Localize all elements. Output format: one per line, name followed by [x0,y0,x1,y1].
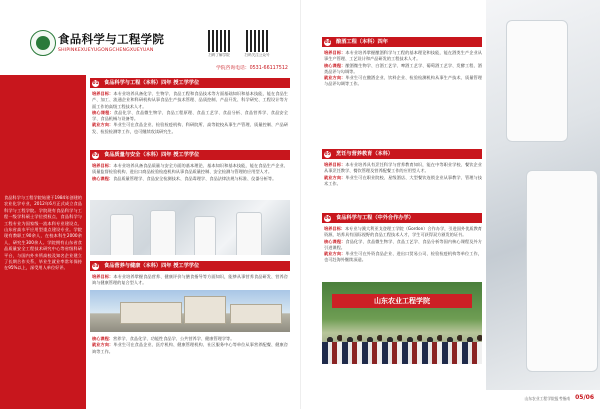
contact-phone: 学院咨询电话：0531-66117512 [216,66,288,71]
section-heading [90,261,290,271]
qr-code-icon [246,30,268,52]
section-title: 食品质量与安全（本科）四年 授工学学位 [104,152,200,158]
section-heading [90,78,290,88]
qr-code-icon [208,30,230,52]
lab-photo [90,200,290,255]
section-body: 培养目标：本专业培养具备化学、生物学、食品工程和食品技术等方面基础知识和基本技能，能在食品生产、加工、流通企业和科研机构从事食品生产技术管理、品质控制、产品开发、科学研究、工程设计等方面工作的高级工程技术人才。 核心课程：食品化学、食品微生物学、食品工程原理、食品工艺学、食品分析、食品营养学、食品安全学、食品机械与设备等。 就业方向：毕业生可在食品企业、检验检疫机构、科研院所、高等院校从事生产管理、质量控制、产品研发、检验检测等工作，也可继续攻读研究生。 [92,91,288,134]
qr-caption: 扫码关注公众号 [244,53,270,57]
section-number: 04 [324,39,331,45]
page-number: 05/06 [575,394,594,401]
section-number: 02 [92,152,99,158]
college-title: 食品科学与工程学院 [58,32,165,46]
campus-photo [90,290,290,332]
section-body: 培养目标：本专业与澳大利亚戈登理工学院（Gordon）合作办学，引进国外优质教育资源，培养具有国际视野的食品工程技术人才，学生可获得双方颁发的证书。 核心课程：食品化学、食品微生物学、食品工艺学、食品分析等国内核心课程及外方引进课程。 就业方向：毕业生可在外资食品企业、进出口贸易公司、检验检疫机构等单位工作，也可赴海外继续深造。 [324,226,482,263]
section-body: 培养目标：本专业培养掌握食品营养、健康评价与膳食指导等方面知识，能够从事营养食品研发、营养咨询与健康管理的复合型人才。 [92,274,288,286]
section-body: 培养目标：本专业培养具有烹饪科学与营养教育知识，能在中等职业学校、餐饮企业从事烹饪教学、餐饮管理及营养配餐工作的应用型人才。 就业方向：毕业生可在职业院校、星级酒店、大型餐饮连锁企业从事教学、管理与技术工作。 [324,162,482,186]
college-logo-icon [30,30,56,56]
section-heading [322,149,482,159]
qr-caption: 扫码了解学院 [208,53,230,57]
header [0,0,300,75]
section-number: 05 [324,151,331,157]
photo-banner: 山东农业工程学院 [332,294,472,308]
group-photo [322,282,482,364]
college-subtitle: SHIPINKEXUEYUGONGCHENGXUEYUAN [58,48,154,53]
intro-strip [0,75,86,409]
section-number: 06 [324,215,331,221]
section-title: 食品科学与工程（本科）四年 授工学学位 [104,80,200,86]
intro-text: 食品科学与工程学院始建于1984年创建的农业化学专业，2012年6月正式成立食品科学与工程学院。学院现有食品科学与工程一级学科硕士学位授权点，食品科学与工程专业为国家级一流本科专业建设点、山东省高水平应用型重点建设专业。学院现有教职工90余人，在校本科生2000余人，研究生300余人。学院拥有山东省食品质量安全工程技术研究中心等省级科研平台，与国内外多所高校及知名企业建立了长期合作关系，毕业生就业率常年保持在95%以上，深受用人单位好评。 [4,195,82,271]
section-body: 培养目标：本专业培养掌握酿酒科学与工程的基本理论和技能，能在酒类生产企业从事生产管理、工艺设计和产品研发的工程技术人才。 核心课程：酿酒微生物学、白酒工艺学、啤酒工艺学、葡萄酒工艺学、发酵工程、酒类品评与勾调等。 就业方向：毕业生可在酿酒企业、饮料企业、检验检测机构从事生产技术、质量管理与品评勾调等工作。 [324,50,482,87]
section-body: 培养目标：本专业培养具备食品质量与安全方面的基本理论、基本知识和基本技能，能在食品生产企业、质量监督检验机构、进出口商品检验检疫机构从事食品质量控制、安全检测与管理的应用型人才。 核心课程：食品质量管理学、食品安全检测技术、食品毒理学、食品法律法规与标准、仪器分析等。 [92,163,288,181]
section-title: 食品营养与健康（本科）四年 授工学学位 [104,263,200,269]
section-title: 烹饪与营养教育（本科） [336,151,394,157]
microscope-photo [486,0,600,390]
section-heading [90,150,290,160]
section-body: 核心课程：营养学、食品化学、功能性食品学、公共营养学、健康管理学等。 就业方向：毕业生可在食品企业、医疗机构、健康管理机构、社区服务中心等单位从事营养配餐、健康咨询等工作。 [92,336,288,354]
section-heading [322,213,482,223]
footer [488,392,600,409]
footer-text: 山东农业工程学院报考指南 [524,396,570,401]
crowd-graphic [322,342,482,364]
page-divider [300,0,301,409]
section-title: 酿酒工程（本科）四年 [336,39,388,45]
section-title: 食品科学与工程（中外合作办学） [336,215,414,221]
section-heading [322,37,482,47]
section-number: 01 [92,80,99,86]
section-number: 03 [92,263,99,269]
